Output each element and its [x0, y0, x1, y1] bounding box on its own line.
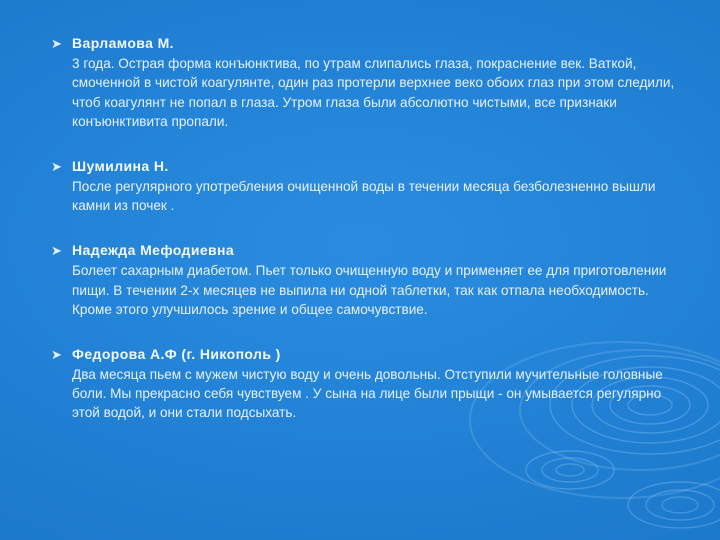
list-item [51, 241, 681, 319]
arrowhead-bullet-icon: ➤ [51, 243, 62, 259]
arrowhead-bullet-icon: ➤ [51, 36, 62, 51]
entry-text: Болеет сахарным диабетом. Пьет только очищенную воду и применяет ее для приготовлении пищи. В течении 2-х месяцев не выпила ни одной таблетки, так как отпала необходимость. Кроме этого улучшилось зрение и общее самочувствие. [72, 263, 667, 318]
entry-name: Варламова М. [72, 35, 174, 51]
entry-text: 3 года. Острая форма конъюнктива, по утрам слипались глаза, покраснение век. Ваткой, смоченной в чистой коагулянте, один раз протерли верхнее веко обоих глаз при этом следили, чтоб коагулянт не попал в глаза. Утром глаза были абсолютно чистыми, все признаки конъюнктивита пропали. [72, 56, 675, 130]
arrowhead-bullet-icon: ➤ [51, 346, 62, 362]
entry-text: Два месяца пьем с мужем чистую воду и очень довольны. Отступили мучительные головные боли. Мы прекрасно себя чувствуем . У сына на лице были прыщи - он умывается регулярно этой водой, и они стали подсыхать. [72, 366, 663, 421]
list-item [51, 34, 681, 132]
list-item [51, 157, 681, 216]
arrowhead-bullet-icon: ➤ [51, 158, 62, 174]
entry-name: Надежда Мефодиевна [72, 242, 235, 259]
entry-name: Федорова А.Ф (г. Никополь ) [72, 345, 281, 362]
entry-name: Шумилина Н. [72, 157, 169, 174]
entry-text: После регулярного употребления очищенной воды в течении месяца безболезненно вышли камни из почек . [72, 178, 656, 214]
list-item [51, 345, 681, 423]
testimonials-list [51, 34, 681, 423]
